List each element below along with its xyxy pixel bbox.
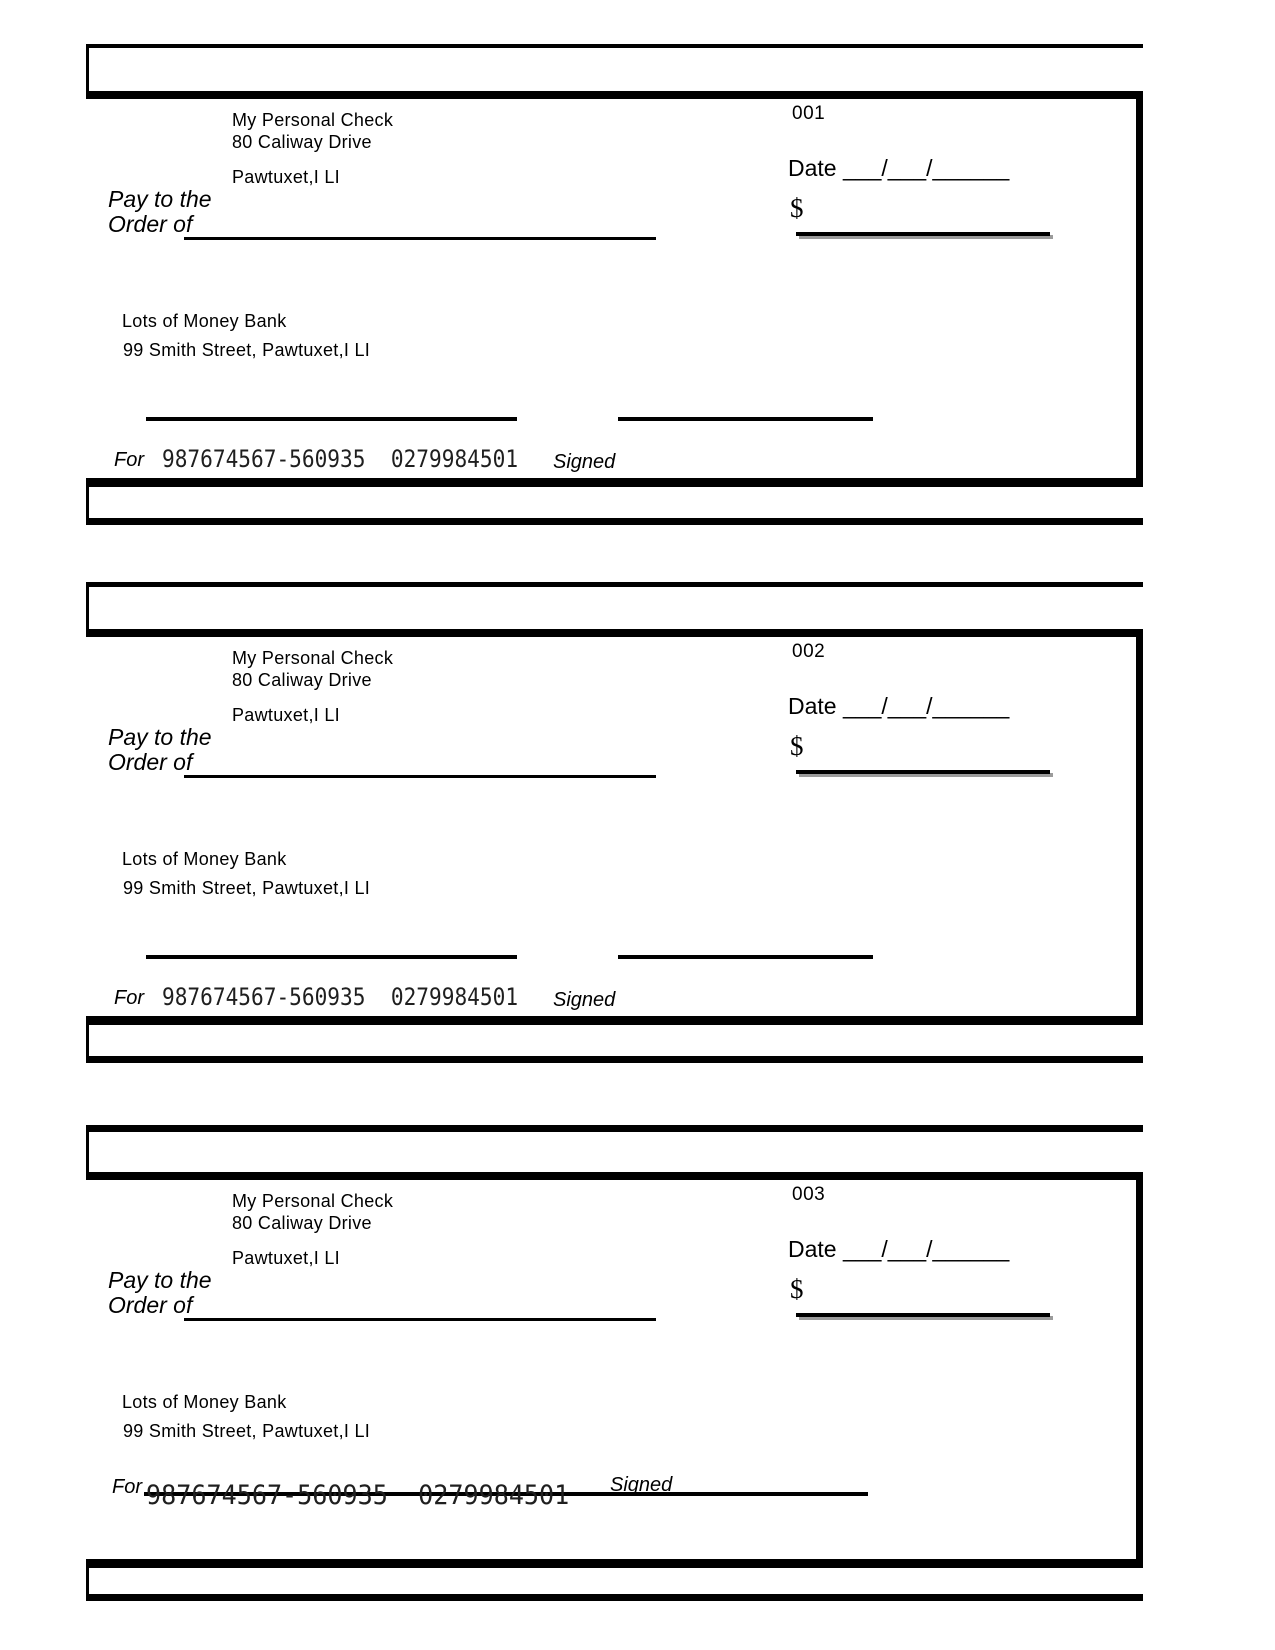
pay-to-line2: Order of — [108, 749, 193, 775]
for-label: For — [114, 449, 144, 471]
date-blank: ___/___/______ — [842, 1236, 1010, 1262]
date-row — [788, 693, 1009, 720]
date-blank: ___/___/______ — [842, 155, 1010, 181]
block-top-rule — [86, 44, 1143, 48]
payer-name: My Personal Check — [232, 1191, 394, 1211]
micr-number: 987674567-560935 0279984501 — [162, 983, 519, 1011]
pay-to-line2: Order of — [108, 1292, 193, 1318]
block-top-rule — [86, 1125, 1143, 1132]
check-002 — [86, 629, 1143, 1025]
date-row — [788, 155, 1009, 182]
micr-number: 987674567-560935 0279984501 — [146, 1480, 570, 1511]
pay-to-line1: Pay to the — [108, 1267, 212, 1293]
block-top-rule — [86, 582, 1143, 587]
date-label: Date — [788, 693, 843, 719]
block-bottom-rule — [86, 1056, 1143, 1063]
amount-line — [796, 232, 1050, 236]
check-001 — [86, 91, 1143, 487]
bank-address: 99 Smith Street, Pawtuxet,I LI — [123, 878, 371, 898]
for-label: For — [112, 1476, 142, 1498]
bank-name: Lots of Money Bank — [122, 849, 287, 869]
signed-label: Signed — [610, 1474, 673, 1496]
check-block-2 — [86, 582, 1143, 1063]
payee-line — [184, 775, 656, 778]
payer-street: 80 Caliway Drive — [232, 1213, 372, 1233]
for-label: For — [114, 987, 144, 1009]
bank-address: 99 Smith Street, Pawtuxet,I LI — [123, 340, 371, 360]
date-label: Date — [788, 1236, 843, 1262]
check-number: 003 — [792, 1184, 826, 1205]
payee-line — [184, 1318, 656, 1321]
bank-name: Lots of Money Bank — [122, 311, 287, 331]
bank-name: Lots of Money Bank — [122, 1392, 287, 1412]
payer-name: My Personal Check — [232, 648, 394, 668]
pay-to-label — [108, 187, 212, 237]
signed-label: Signed — [553, 451, 616, 473]
date-row — [788, 1236, 1009, 1263]
amount-line — [796, 1313, 1050, 1317]
payer-block — [232, 1190, 393, 1269]
pay-to-label — [108, 725, 212, 775]
bank-address: 99 Smith Street, Pawtuxet,I LI — [123, 1421, 371, 1441]
memo-line — [146, 955, 517, 959]
pay-to-line1: Pay to the — [108, 186, 212, 212]
block-bottom-rule — [86, 1594, 1143, 1601]
signature-line — [618, 955, 873, 959]
payer-street: 80 Caliway Drive — [232, 670, 372, 690]
memo-line — [146, 417, 517, 421]
payer-city: Pawtuxet,I LI — [232, 1248, 340, 1268]
dollar-sign: $ — [790, 1274, 804, 1304]
signed-label: Signed — [553, 989, 616, 1011]
check-number: 002 — [792, 641, 826, 662]
payer-block — [232, 647, 393, 726]
dollar-sign: $ — [790, 193, 804, 223]
payer-city: Pawtuxet,I LI — [232, 705, 340, 725]
date-label: Date — [788, 155, 843, 181]
payer-block — [232, 109, 393, 188]
micr-number: 987674567-560935 0279984501 — [162, 445, 519, 473]
payer-city: Pawtuxet,I LI — [232, 167, 340, 187]
check-number: 001 — [792, 103, 826, 124]
check-block-3 — [86, 1125, 1143, 1601]
check-003 — [86, 1172, 1143, 1568]
date-blank: ___/___/______ — [842, 693, 1010, 719]
pay-to-line2: Order of — [108, 211, 193, 237]
signature-line — [618, 417, 873, 421]
payer-name: My Personal Check — [232, 110, 394, 130]
amount-line — [796, 770, 1050, 774]
payee-line — [184, 237, 656, 240]
pay-to-line1: Pay to the — [108, 724, 212, 750]
check-block-1 — [86, 44, 1143, 525]
payer-street: 80 Caliway Drive — [232, 132, 372, 152]
pay-to-label — [108, 1268, 212, 1318]
dollar-sign: $ — [790, 731, 804, 761]
block-bottom-rule — [86, 518, 1143, 525]
